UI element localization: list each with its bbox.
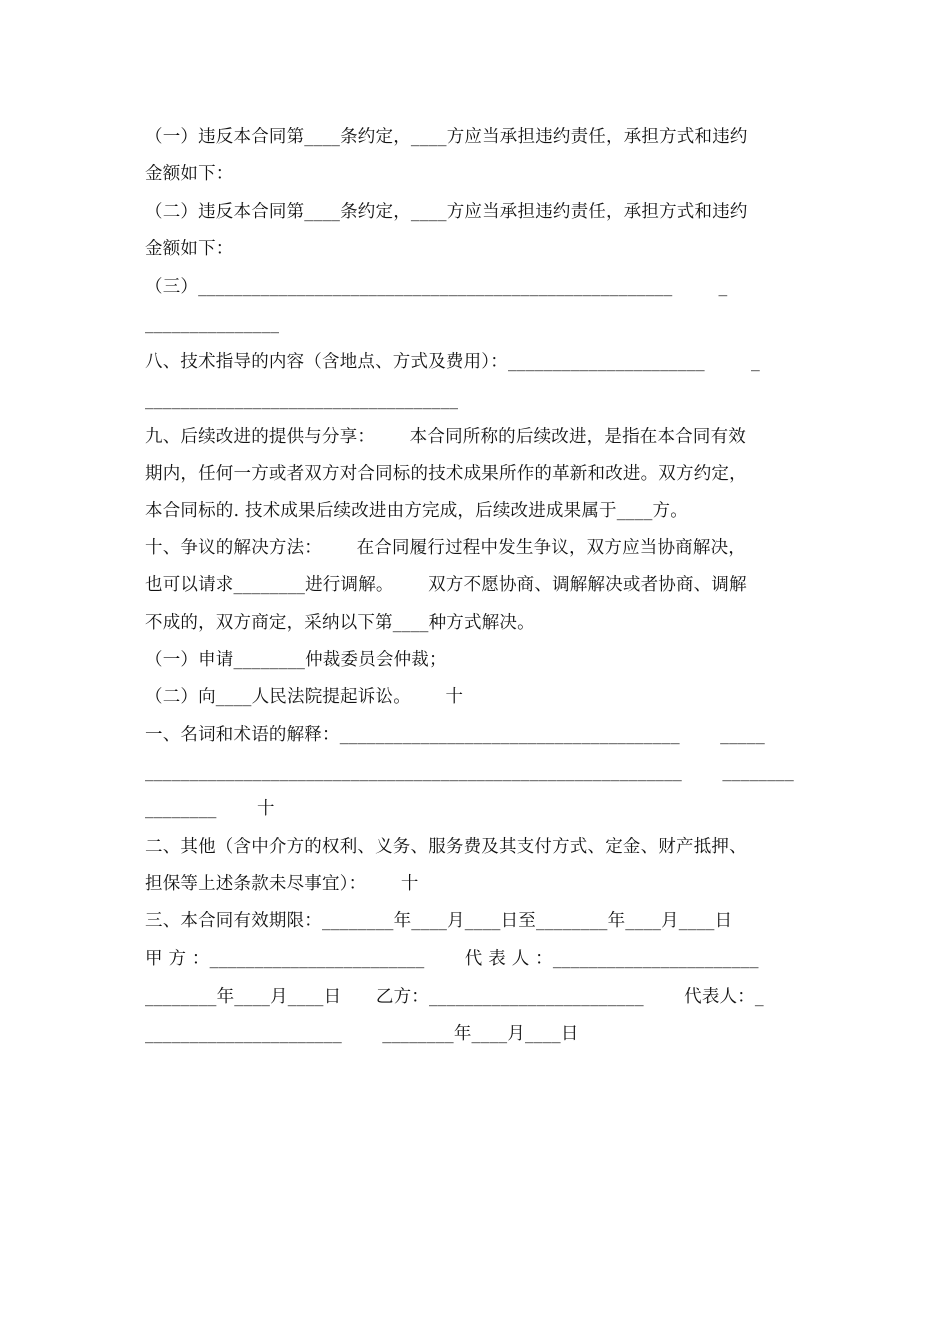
clause-line: 不成的，双方商定，采纳以下第____种方式解决。 (145, 613, 535, 633)
clause-line: 本合同标的. 技术成果后续改进由方完成，后续改进成果属于____方。 (145, 501, 688, 521)
clause-line: ____________________________________________________________ ________ (145, 762, 794, 782)
clause-line: 十、争议的解决方法： 在合同履行过程中发生争议，双方应当协商解决， (145, 538, 746, 558)
signature-line: 甲 方 ：________________________ 代 表 人 ：_______________________ (145, 949, 759, 969)
clause-line: 九、后续改进的提供与分享： 本合同所称的后续改进，是指在本合同有效 (145, 427, 746, 447)
clause-line: 八、技术指导的内容（含地点、方式及费用）：______________________ _ (145, 352, 760, 372)
clause-line: （一）违反本合同第____条约定，____方应当承担违约责任，承担方式和违约 (145, 127, 748, 147)
clause-line: _______________ (145, 314, 280, 334)
clause-line: 期内，任何一方或者双方对合同标的技术成果所作的革新和改进。双方约定， (145, 464, 747, 484)
clause-line: ___________________________________ (145, 390, 459, 410)
clause-line: （三）_____________________________________________________ _ (145, 277, 728, 297)
clause-line: 三、本合同有效期限：________年____月____日至________年____月____日 (145, 911, 733, 931)
signature-line: ______________________ ________年____月____日 (145, 1024, 579, 1044)
clause-line: ________ 十 (145, 799, 275, 819)
clause-line: （二）向____人民法院提起诉讼。 十 (145, 687, 464, 707)
clause-line: （一）申请________仲裁委员会仲裁； (145, 650, 447, 670)
clause-line: 也可以请求________进行调解。 双方不愿协商、调解解决或者协商、调解 (145, 575, 747, 595)
clause-line: 担保等上述条款未尽事宜）： 十 (145, 874, 419, 894)
clause-line: 二、其他（含中介方的权利、义务、服务费及其支付方式、定金、财产抵押、 (145, 837, 747, 857)
signature-line: ________年____月____日 乙方：________________________ 代表人：_ (145, 987, 764, 1007)
clause-line: 一、名词和术语的解释：______________________________________ _____ (145, 725, 765, 745)
clause-line: （二）违反本合同第____条约定，____方应当承担违约责任，承担方式和违约 (145, 202, 748, 222)
clause-line: 金额如下： (145, 164, 234, 184)
clause-line: 金额如下： (145, 239, 234, 259)
